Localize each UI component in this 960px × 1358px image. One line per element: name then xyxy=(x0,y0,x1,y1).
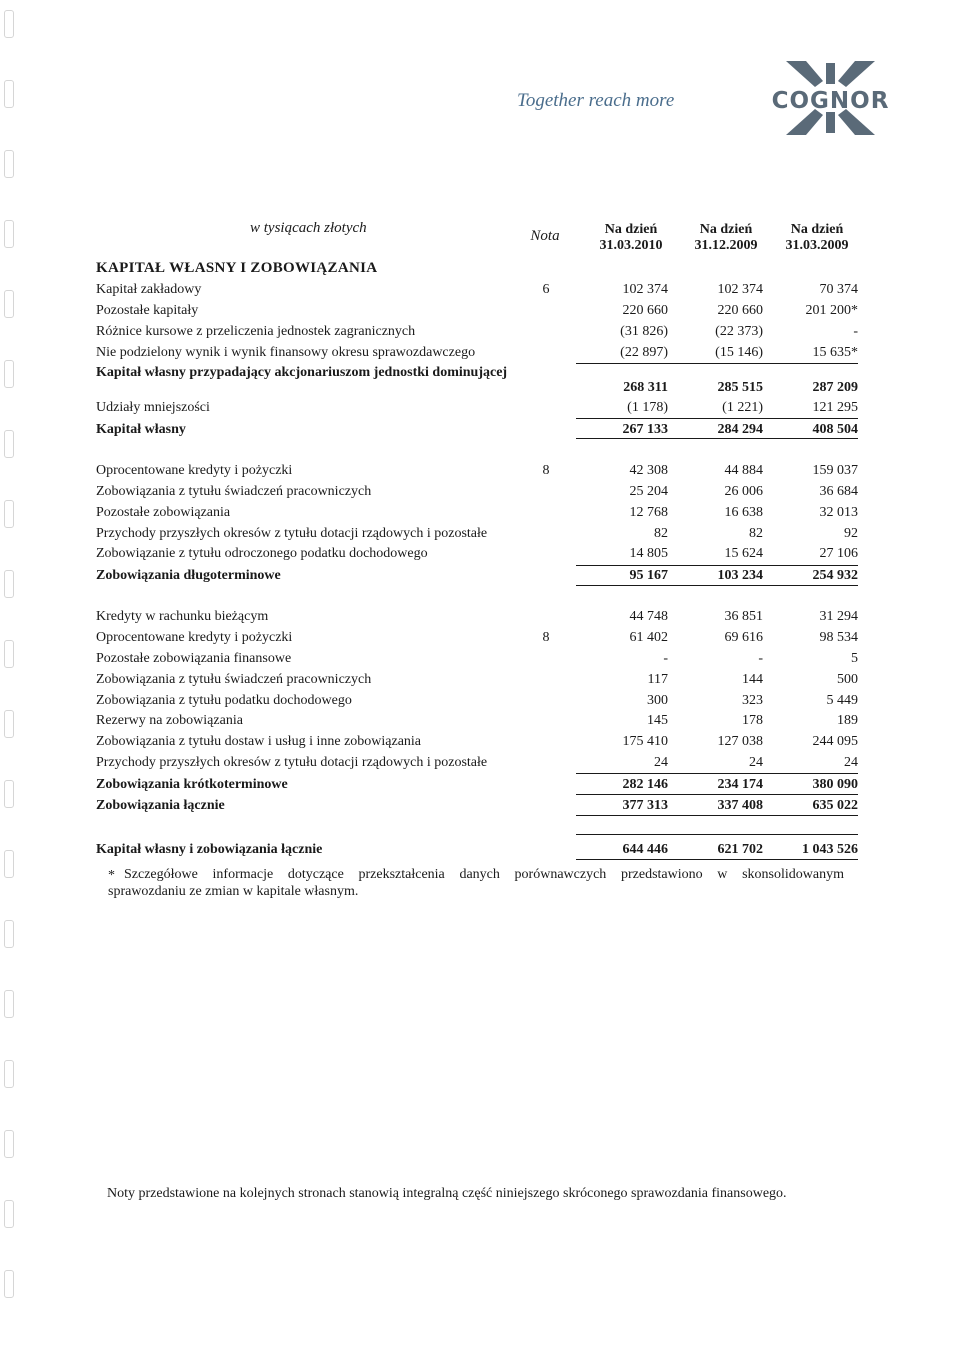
grand-total-underline xyxy=(576,859,858,860)
value-2010-03: 268 311 xyxy=(623,380,668,395)
value-2010-03: 300 xyxy=(647,693,668,708)
column-header-1-line2: 31.03.2010 xyxy=(599,238,663,253)
value-2010-03: (31 826) xyxy=(620,324,668,339)
section-title: KAPITAŁ WŁASNY I ZOBOWIĄZANIA xyxy=(96,260,378,276)
value-2009-12: 127 038 xyxy=(717,734,763,749)
value-2009-03: 500 xyxy=(837,672,858,687)
value-2009-12: 26 006 xyxy=(724,484,763,499)
page-header xyxy=(0,0,960,140)
total-rule xyxy=(576,565,858,566)
row-label: Zobowiązanie z tytułu odroczonego podatku dochodowego xyxy=(96,546,428,561)
logo-text: COGNOR xyxy=(771,88,890,114)
row-label: Kapitał własny przypadający akcjonariuszom jednostki dominującej xyxy=(96,365,508,380)
row-label: Różnice kursowe z przeliczenia jednostek zagranicznych xyxy=(96,324,416,339)
column-header-1 xyxy=(576,222,686,254)
value-2009-03: 201 200* xyxy=(805,303,858,318)
total-rule xyxy=(576,773,858,774)
value-2010-03: 175 410 xyxy=(622,734,668,749)
value-2010-03: 282 146 xyxy=(622,777,668,792)
value-2009-03: 36 684 xyxy=(819,484,858,499)
value-2010-03: 377 313 xyxy=(622,798,668,813)
value-2009-12: 285 515 xyxy=(717,380,763,395)
value-2009-12: 178 xyxy=(742,713,763,728)
row-label: Przychody przyszłych okresów z tytułu dotacji rządowych i pozostałe xyxy=(96,755,488,770)
value-2010-03: 61 402 xyxy=(629,630,668,645)
row-label: Kapitał zakładowy xyxy=(96,282,202,297)
value-2009-12: 44 884 xyxy=(724,463,763,478)
column-header-2-line1: Na dzień xyxy=(699,222,753,237)
row-label: Nie podzielony wynik i wynik finansowy okresu sprawozdawczego xyxy=(96,345,476,360)
value-2010-03: 24 xyxy=(654,755,668,770)
value-2009-12: 103 234 xyxy=(717,568,763,583)
row-label: Kapitał własny i zobowiązania łącznie xyxy=(96,842,323,857)
row-label: Zobowiązania z tytułu dostaw i usług i inne zobowiązania xyxy=(96,734,422,749)
value-2010-03: 42 308 xyxy=(629,463,668,478)
row-label: Pozostałe zobowiązania xyxy=(96,505,231,520)
value-2009-03: 254 932 xyxy=(812,568,858,583)
column-header-3-line2: 31.03.2009 xyxy=(785,238,849,253)
value-2010-03: 220 660 xyxy=(622,303,668,318)
value-2009-12: 337 408 xyxy=(717,798,763,813)
subtotal-rule xyxy=(576,363,858,364)
value-2010-03: 12 768 xyxy=(629,505,668,520)
value-2009-12: 15 624 xyxy=(724,546,763,561)
value-2009-03: 5 xyxy=(851,651,858,666)
value-2010-03: 644 446 xyxy=(622,842,668,857)
grand-total-rule xyxy=(576,834,858,835)
footnote-line-1: Szczegółowe informacje dotyczące przekształcenia danych porównawczych przedstawiono w skonsolidowanym xyxy=(124,867,844,882)
value-2009-03: 189 xyxy=(837,713,858,728)
value-2009-03: 70 374 xyxy=(819,282,858,297)
value-2009-03: 24 xyxy=(844,755,858,770)
value-2009-12: (22 373) xyxy=(715,324,763,339)
total-underline xyxy=(576,438,858,439)
column-header-3 xyxy=(762,222,872,254)
value-2009-12: (15 146) xyxy=(715,345,763,360)
value-2009-03: - xyxy=(853,324,858,339)
value-2010-03: (22 897) xyxy=(620,345,668,360)
value-2009-03: 380 090 xyxy=(812,777,858,792)
total-rule xyxy=(576,418,858,419)
value-2009-03: 635 022 xyxy=(812,798,858,813)
value-2009-12: 82 xyxy=(749,526,763,541)
value-2009-12: 234 174 xyxy=(717,777,763,792)
value-2009-03: 159 037 xyxy=(812,463,858,478)
value-2009-12: - xyxy=(758,651,763,666)
value-2009-12: 102 374 xyxy=(717,282,763,297)
row-nota: 8 xyxy=(542,630,550,645)
value-2009-12: 144 xyxy=(742,672,763,687)
value-2009-03: 5 449 xyxy=(826,693,858,708)
row-label: Udziały mniejszości xyxy=(96,400,210,415)
row-label: Oprocentowane kredyty i pożyczki xyxy=(96,630,293,645)
row-label: Zobowiązania krótkoterminowe xyxy=(96,777,288,792)
footnote-marker: * xyxy=(108,868,115,883)
row-label: Pozostałe zobowiązania finansowe xyxy=(96,651,292,666)
value-2009-12: 284 294 xyxy=(717,422,763,437)
value-2009-03: 31 294 xyxy=(819,609,858,624)
value-2009-03: 244 095 xyxy=(812,734,858,749)
value-2010-03: 44 748 xyxy=(629,609,668,624)
value-2009-12: 69 616 xyxy=(724,630,763,645)
value-2010-03: 82 xyxy=(654,526,668,541)
row-label: Przychody przyszłych okresów z tytułu dotacji rządowych i pozostałe xyxy=(96,526,488,541)
value-2009-12: 323 xyxy=(742,693,763,708)
value-2009-12: 621 702 xyxy=(717,842,763,857)
value-2009-03: 1 043 526 xyxy=(802,842,858,857)
row-nota: 8 xyxy=(542,463,550,478)
value-2009-03: 32 013 xyxy=(819,505,858,520)
value-2010-03: 95 167 xyxy=(629,568,668,583)
nota-header: Nota xyxy=(530,228,560,244)
value-2010-03: 25 204 xyxy=(629,484,668,499)
footnote-line-2: sprawozdaniu ze zmian w kapitale własnym. xyxy=(108,884,359,899)
row-label: Zobowiązania z tytułu świadczeń pracowniczych xyxy=(96,484,372,499)
total-underline xyxy=(576,794,858,795)
value-2010-03: 267 133 xyxy=(622,422,668,437)
tagline: Together reach more xyxy=(517,90,675,111)
value-2009-03: 27 106 xyxy=(819,546,858,561)
value-2009-12: 24 xyxy=(749,755,763,770)
row-label: Zobowiązania z tytułu świadczeń pracowniczych xyxy=(96,672,372,687)
row-label: Kapitał własny xyxy=(96,422,186,437)
currency-unit: w tysiącach złotych xyxy=(250,220,367,236)
value-2009-03: 287 209 xyxy=(812,380,858,395)
column-header-1-line1: Na dzień xyxy=(604,222,658,237)
value-2009-12: 16 638 xyxy=(724,505,763,520)
value-2009-12: (1 221) xyxy=(722,400,763,415)
value-2009-12: 220 660 xyxy=(717,303,763,318)
row-label: Kredyty w rachunku bieżącym xyxy=(96,609,269,624)
total-underline xyxy=(576,815,858,816)
row-label: Zobowiązania łącznie xyxy=(96,798,225,813)
value-2009-03: 98 534 xyxy=(819,630,858,645)
value-2009-03: 408 504 xyxy=(812,422,858,437)
value-2010-03: 145 xyxy=(647,713,668,728)
value-2010-03: - xyxy=(663,651,668,666)
row-label: Rezerwy na zobowiązania xyxy=(96,713,243,728)
value-2010-03: 14 805 xyxy=(629,546,668,561)
row-nota: 6 xyxy=(542,282,550,297)
value-2009-03: 92 xyxy=(844,526,858,541)
value-2009-03: 121 295 xyxy=(812,400,858,415)
total-underline xyxy=(576,585,858,586)
bottom-note: Noty przedstawione na kolejnych stronach stanowią integralną część niniejszego skróconego sprawozdania finansowego. xyxy=(107,1186,787,1201)
value-2010-03: 117 xyxy=(647,672,668,687)
row-label: Oprocentowane kredyty i pożyczki xyxy=(96,463,293,478)
row-label: Zobowiązania z tytułu podatku dochodowego xyxy=(96,693,352,708)
binder-holes xyxy=(0,0,22,1358)
column-header-3-line1: Na dzień xyxy=(790,222,844,237)
value-2010-03: 102 374 xyxy=(622,282,668,297)
row-label: Zobowiązania długoterminowe xyxy=(96,568,281,583)
value-2009-12: 36 851 xyxy=(724,609,763,624)
column-header-2-line2: 31.12.2009 xyxy=(694,238,758,253)
value-2009-03: 15 635* xyxy=(812,345,858,360)
value-2010-03: (1 178) xyxy=(627,400,668,415)
row-label: Pozostałe kapitały xyxy=(96,303,199,318)
